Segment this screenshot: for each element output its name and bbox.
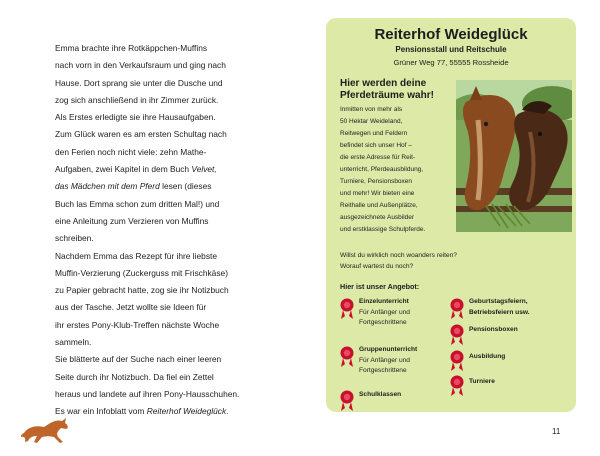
rosette-icon — [340, 390, 354, 412]
intro-line: die erste Adresse für Reit- — [340, 154, 416, 161]
question-line: Worauf wartest du noch? — [340, 263, 414, 270]
offer-title: Ausbildung — [469, 353, 506, 360]
story-line: eine Anleitung zum Verzieren von Muffins — [55, 215, 209, 226]
story-line: heraus und landete auf ihren Pony-Hausschuhen. — [55, 388, 240, 399]
horses-photo — [456, 80, 572, 232]
story-line: schreiben. — [55, 233, 94, 244]
intro-line: ausgezeichnete Ausbilder — [340, 214, 415, 221]
offer-title: Pensionsboxen — [469, 326, 518, 333]
question-line: Willst du wirklich noch woanders reiten? — [340, 252, 457, 259]
rosette-icon — [340, 298, 354, 320]
offer-turniere — [469, 377, 495, 388]
story-line-text: Aufgaben, zwei Kapitel in dem Buch — [55, 164, 192, 175]
intro-line: 50 Hektar Weideland, — [340, 118, 403, 125]
story-line: ihr erstes Pony-Klub-Treffen nächste Woche — [55, 319, 220, 330]
story-line: Nachdem Emma das Rezept für ihre liebste — [55, 250, 217, 261]
offer-title: Geburtstagsfeiern, — [469, 298, 528, 305]
rosette-icon — [340, 346, 354, 368]
story-line — [55, 403, 275, 420]
story-line: sammeln. — [55, 337, 92, 348]
story-line: nach vorn in den Verkaufsraum und ging nach — [55, 60, 226, 71]
story-line: zog sich anschließend in ihr Zimmer zurück. — [55, 94, 219, 105]
story-line: Hause. Dort sprang sie unter die Dusche und — [55, 77, 223, 88]
page-number: 11 — [552, 427, 561, 436]
offer-sub: Fortgeschrittene — [359, 367, 407, 374]
offer-title: Gruppenunterricht — [359, 346, 418, 353]
rosette-icon — [450, 375, 464, 397]
intro-line: Reitwegen und Feldern — [340, 130, 408, 137]
story-period: . — [226, 406, 229, 417]
story-line: Seite durch ihr Notizbuch. Da fiel ein Zettel — [55, 371, 214, 382]
offer-gruppenunterricht — [359, 345, 417, 377]
story-line: Emma brachte ihre Rotkäppchen-Muffins — [55, 43, 208, 53]
story-line: Buch las Emma schon zum dritten Mal!) und — [55, 198, 220, 209]
rosette-icon — [450, 350, 464, 372]
offer-title: Schulklassen — [359, 391, 402, 398]
book-title-rest: das Mädchen mit dem Pferd — [55, 181, 160, 192]
flyer-headline: Hier werden deine Pferdeträume wahr! — [340, 78, 434, 101]
offer-sub: Fortgeschrittene — [359, 319, 407, 326]
offer-pensionsboxen — [469, 325, 518, 336]
offer-sub: Für Anfänger und — [359, 356, 410, 364]
intro-line: Inmitten von mehr als — [340, 106, 403, 113]
rosette-icon — [450, 298, 464, 320]
farm-name-italic: Reiterhof Weideglück — [146, 406, 227, 417]
book-title-velvet: Velvet, — [191, 164, 217, 175]
flyer-subtitle: Pensionsstall und Reitschule — [395, 45, 507, 54]
story-text — [55, 40, 275, 421]
intro-line: unterricht, Pferdeausbildung, — [340, 166, 424, 173]
story-line: Sie blätterte auf der Suche nach einer leeren — [55, 354, 222, 365]
story-line — [55, 178, 275, 195]
offer-title: Einzelunterricht — [359, 298, 409, 305]
offer-title: Turniere — [469, 378, 495, 385]
flyer-intro — [340, 104, 466, 236]
offer-schulklassen — [359, 390, 401, 401]
offer-ausbildung — [469, 352, 505, 363]
offer-einzelunterricht — [359, 297, 410, 329]
story-line-text: Es war ein Infoblatt vom — [55, 406, 147, 417]
story-line-text: lesen (dieses — [159, 181, 212, 192]
intro-line: und erstklassige Schulpferde. — [340, 226, 426, 233]
intro-line: und mehr! Wir bieten eine — [340, 190, 415, 197]
offer-heading: Hier ist unser Angebot: — [340, 282, 420, 291]
offer-sub: Für Anfänger und — [359, 308, 410, 316]
offer-feiern — [469, 297, 530, 318]
story-line: Muffin-Verzierung (Zuckerguss mit Frischkäse) — [55, 267, 228, 278]
story-line: den Ferien noch nicht viele: zehn Mathe- — [55, 146, 207, 157]
story-line: Als Erstes erledigte sie ihre Hausaufgaben. — [55, 112, 216, 123]
intro-line: Turniere, Pensionsboxen — [340, 178, 413, 185]
flyer-card — [326, 18, 576, 412]
flyer-question — [340, 250, 566, 272]
intro-line: Reithalle und Außenplätze, — [340, 202, 418, 209]
rosette-icon — [450, 324, 464, 346]
story-line — [55, 161, 275, 178]
flyer-address: Grüner Weg 77, 55555 Rossheide — [393, 58, 509, 67]
offer-title: Betriebsfeiern usw. — [469, 308, 530, 316]
story-line: Zum Glück waren es am ersten Schultag nach — [55, 129, 227, 140]
intro-line: befindet sich unser Hof – — [340, 142, 412, 149]
story-line: zu Papier gebracht hatte, zog sie ihr Notizbuch — [55, 285, 229, 296]
flyer-title: Reiterhof Weideglück — [374, 26, 528, 43]
story-line: aus der Tasche. Jetzt wollte sie Ideen für — [55, 302, 207, 313]
horse-logo-icon — [20, 415, 72, 445]
